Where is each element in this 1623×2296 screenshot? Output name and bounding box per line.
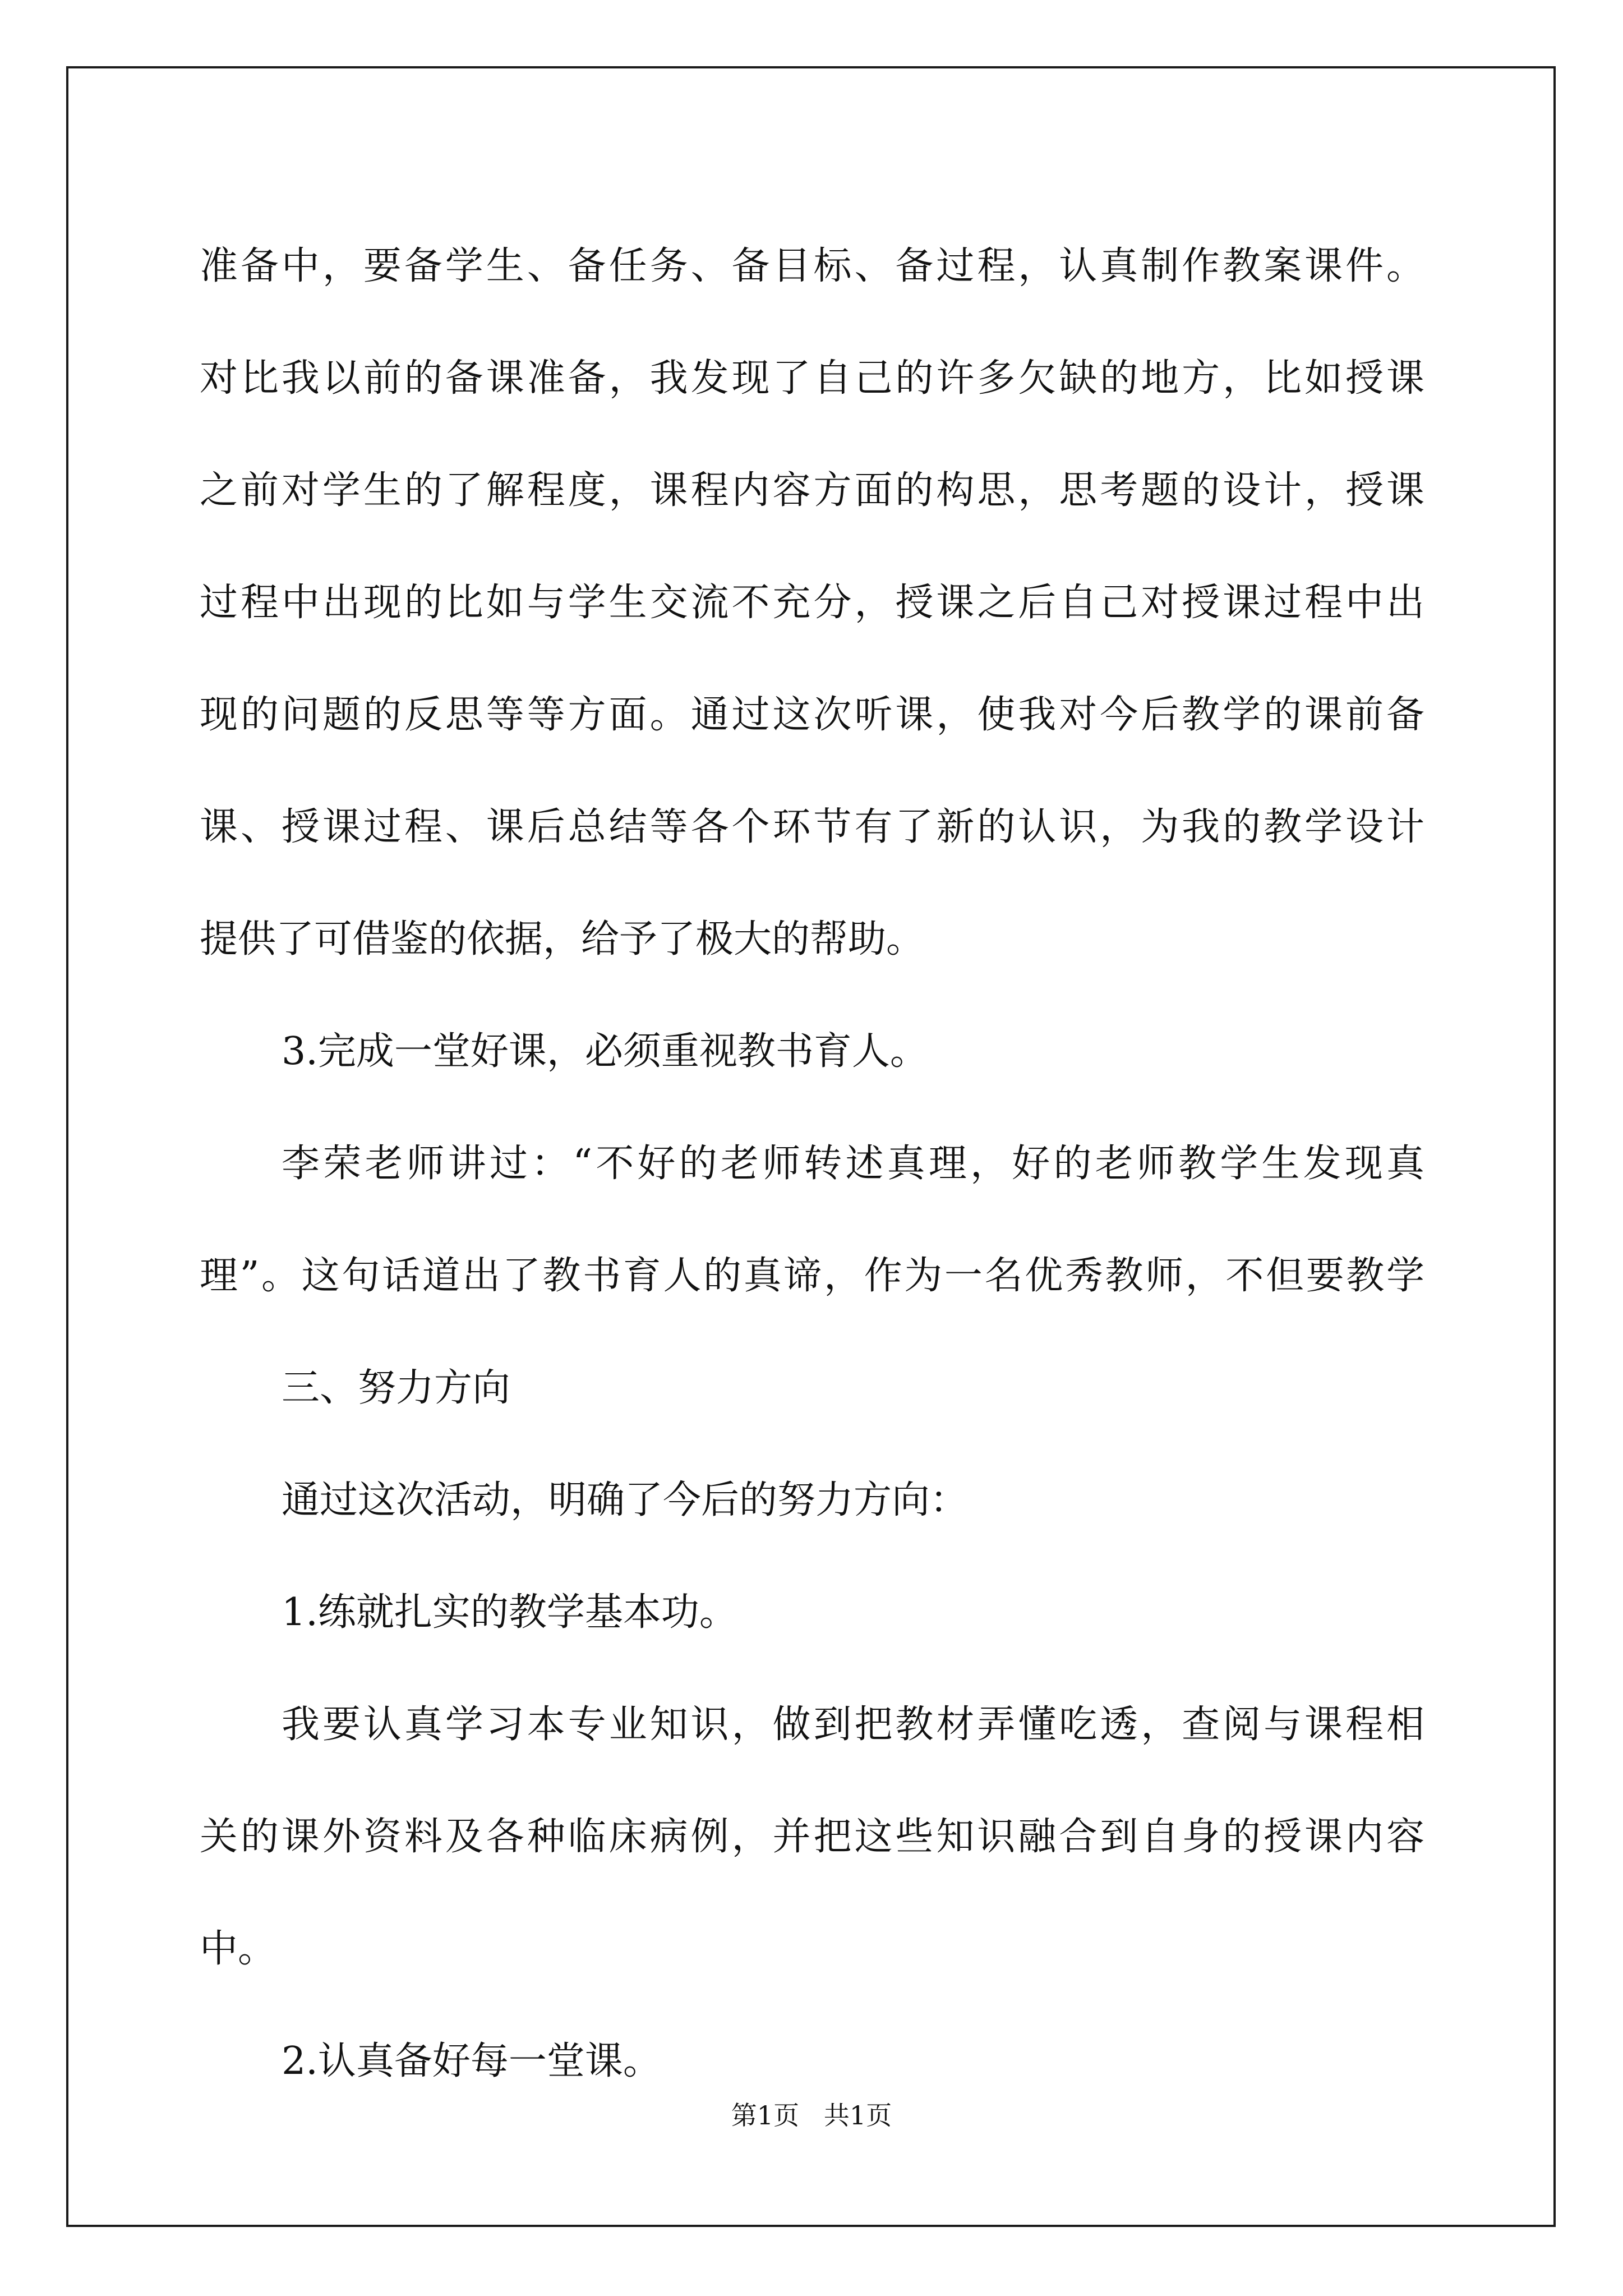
document-body xyxy=(200,210,1424,2118)
text-line: 3.完成一堂好课，必须重视教书育人。 xyxy=(282,1029,928,1074)
text-line: 对比我以前的备课准备，我发现了自己的许多欠缺的地方，比如授课 xyxy=(200,356,1424,401)
text-line: 之前对学生的了解程度，课程内容方面的构思，思考题的设计，授课 xyxy=(200,468,1424,513)
text-line: 我要认真学习本专业知识，做到把教材弄懂吃透，查阅与课程相 xyxy=(282,1703,1424,1747)
text-line: 三、努力方向 xyxy=(282,1366,511,1410)
text-line: 通过这次活动，明确了今后的努力方向： xyxy=(282,1478,969,1522)
heading-point-1 xyxy=(200,1557,1424,1669)
text-line: 关的课外资料及各种临床病例，并把这些知识融合到自身的授课内容 xyxy=(200,1815,1424,1859)
text-line: 李荣老师讲过：“不好的老师转述真理，好的老师教学生发现真 xyxy=(282,1142,1425,1186)
paragraph-lesson-prep xyxy=(200,210,1424,996)
text-line: 提供了可借鉴的依据，给予了极大的帮助。 xyxy=(200,917,925,961)
text-line: 1.练就扎实的教学基本功。 xyxy=(282,1590,737,1635)
section-heading-direction xyxy=(200,1332,1424,1444)
text-line: 2.认真备好每一堂课。 xyxy=(282,2039,661,2083)
paragraph-intro xyxy=(200,1444,1424,1557)
paragraph-quote xyxy=(200,1108,1424,1332)
paragraph-study xyxy=(200,1669,1424,2005)
heading-point-3 xyxy=(200,996,1424,1108)
text-line: 课、授课过程、课后总结等各个环节有了新的认识，为我的教学设计 xyxy=(200,805,1424,849)
text-line: 准备中，要备学生、备任务、备目标、备过程，认真制作教案课件。 xyxy=(200,244,1424,288)
text-line: 现的问题的反思等等方面。通过这次听课，使我对今后教学的课前备 xyxy=(200,693,1424,737)
page-number-footer: 第1页 共1页 xyxy=(731,2100,892,2131)
text-line: 过程中出现的比如与学生交流不充分，授课之后自己对授课过程中出 xyxy=(200,581,1424,625)
text-line: 理”。这句话道出了教书育人的真谛，作为一名优秀教师，不但要教学 xyxy=(200,1254,1424,1298)
text-line: 中。 xyxy=(200,1927,276,1971)
